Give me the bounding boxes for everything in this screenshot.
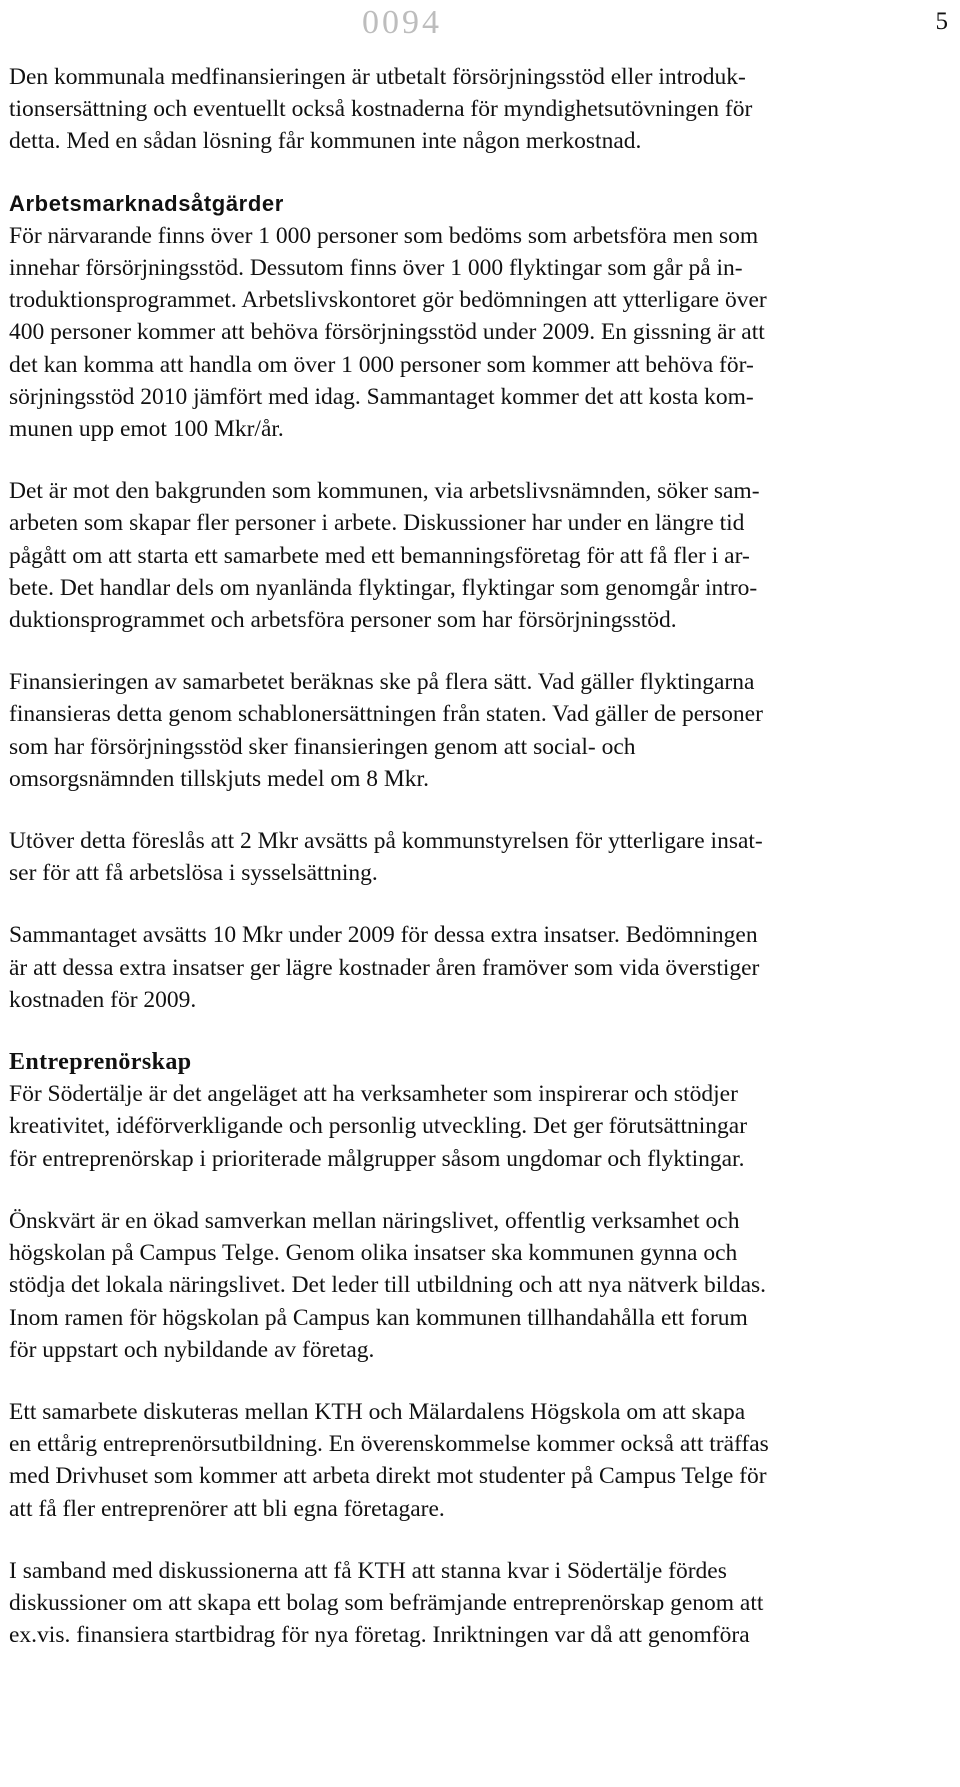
text-line: pågått om att starta ett samarbete med ett bemanningsföretag för att få fler i ar- <box>9 542 750 569</box>
text-line: sörjningsstöd 2010 jämfört med idag. Sammantaget kommer det att kosta kom- <box>9 383 754 410</box>
text-line: 400 personer kommer att behöva försörjningsstöd under 2009. En gissning är att <box>9 319 765 346</box>
text-line: munen upp emot 100 Mkr/år. <box>9 416 284 443</box>
text-line: en ettårig entreprenörsutbildning. En överenskommelse kommer också att träffas <box>9 1431 769 1458</box>
text-line: ex.vis. finansiera startbidrag för nya företag. Inriktningen var då att genomföra <box>9 1622 750 1649</box>
text-line: Det är mot den bakgrunden som kommunen, via arbetslivsnämnden, söker sam- <box>9 478 760 505</box>
text-line: finansieras detta genom schablonersättningen från staten. Vad gäller de personer <box>9 701 763 728</box>
text-line: med Drivhuset som kommer att arbeta direkt mot studenter på Campus Telge för <box>9 1463 767 1490</box>
text-line: diskussioner om att skapa ett bolag som befrämjande entreprenörskap genom att <box>9 1589 764 1616</box>
text-line: troduktionsprogrammet. Arbetslivskontoret gör bedömningen att ytterligare över <box>9 287 767 314</box>
text-line: Finansieringen av samarbetet beräknas ske på flera sätt. Vad gäller flyktingarna <box>9 669 755 696</box>
text-line: För Södertälje är det angeläget att ha verksamheter som inspirerar och stödjer <box>9 1081 738 1108</box>
page-number: 5 <box>935 8 948 35</box>
text-line: Den kommunala medfinansieringen är utbetalt försörjningsstöd eller introduk- <box>9 64 746 90</box>
text-line: arbeten som skapar fler personer i arbete. Diskussioner har under en längre tid <box>9 510 745 537</box>
text-line: för entreprenörskap i prioriterade målgrupper såsom ungdomar och flyktingar. <box>9 1145 745 1172</box>
paragraph-additional-measures <box>9 825 929 889</box>
text-line: att få fler entreprenörer att bli egna företagare. <box>9 1495 445 1522</box>
text-line: stödja det lokala näringslivet. Det leder till utbildning och att nya nätverk bildas. <box>9 1272 767 1299</box>
text-line: Ett samarbete diskuteras mellan KTH och Mälardalens Högskola om att skapa <box>9 1398 746 1425</box>
text-line: duktionsprogrammet och arbetsföra personer som har försörjningsstöd. <box>9 607 677 634</box>
paragraph-company-discussion <box>9 1555 929 1652</box>
paragraph-cooperation <box>9 475 929 636</box>
text-line: Sammantaget avsätts 10 Mkr under 2009 för dessa extra insatser. Bedömningen <box>9 922 758 949</box>
text-line: tionsersättning och eventuellt också kostnaderna för myndighetsutövningen för <box>9 96 753 123</box>
text-line: I samband med diskussionerna att få KTH att stanna kvar i Södertälje fördes <box>9 1557 727 1584</box>
text-line: För närvarande finns över 1 000 personer som bedöms som arbetsföra men som <box>9 222 759 249</box>
paragraph-labour-market <box>9 220 929 445</box>
text-line: bete. Det handlar dels om nyanlända flyktingar, flyktingar som genomgår intro- <box>9 574 758 601</box>
section-heading-labour-market: Arbetsmarknadsåtgärder <box>9 190 284 216</box>
archive-stamp: 0094 <box>362 4 442 41</box>
document-body <box>9 61 929 1681</box>
text-line: ser för att få arbetslösa i sysselsättning. <box>9 860 378 887</box>
text-line: Inom ramen för högskolan på Campus kan kommunen tillhandahålla ett forum <box>9 1304 748 1331</box>
paragraph-cofinancing <box>9 61 929 158</box>
paragraph-financing <box>9 666 929 795</box>
text-line: innehar försörjningsstöd. Dessutom finns över 1 000 flyktingar som går på in- <box>9 255 743 282</box>
text-line: som har försörjningsstöd sker finansieringen genom att social- och <box>9 733 636 760</box>
paragraph-entrepreneurship <box>9 1078 929 1175</box>
text-line: högskolan på Campus Telge. Genom olika insatser ska kommunen gynna och <box>9 1240 738 1267</box>
paragraph-summary <box>9 919 929 1016</box>
paragraph-collaboration <box>9 1205 929 1366</box>
text-line: är att dessa extra insatser ger lägre kostnader åren framöver som vida överstiger <box>9 954 760 981</box>
text-line: för uppstart och nybildande av företag. <box>9 1336 375 1363</box>
text-line: det kan komma att handla om över 1 000 personer som kommer att behöva för- <box>9 351 754 378</box>
text-line: kostnaden för 2009. <box>9 986 197 1013</box>
section-heading-entrepreneurship: Entreprenörskap <box>9 1049 192 1076</box>
text-line: omsorgsnämnden tillskjuts medel om 8 Mkr. <box>9 765 429 792</box>
paragraph-kth-cooperation <box>9 1396 929 1525</box>
text-line: detta. Med en sådan lösning får kommunen inte någon merkostnad. <box>9 128 642 155</box>
text-line: kreativitet, idéförverkligande och personlig utveckling. Det ger förutsättningar <box>9 1113 748 1140</box>
text-line: Önskvärt är en ökad samverkan mellan näringslivet, offentlig verksamhet och <box>9 1207 740 1234</box>
text-line: Utöver detta föreslås att 2 Mkr avsätts på kommunstyrelsen för ytterligare insat- <box>9 828 763 855</box>
